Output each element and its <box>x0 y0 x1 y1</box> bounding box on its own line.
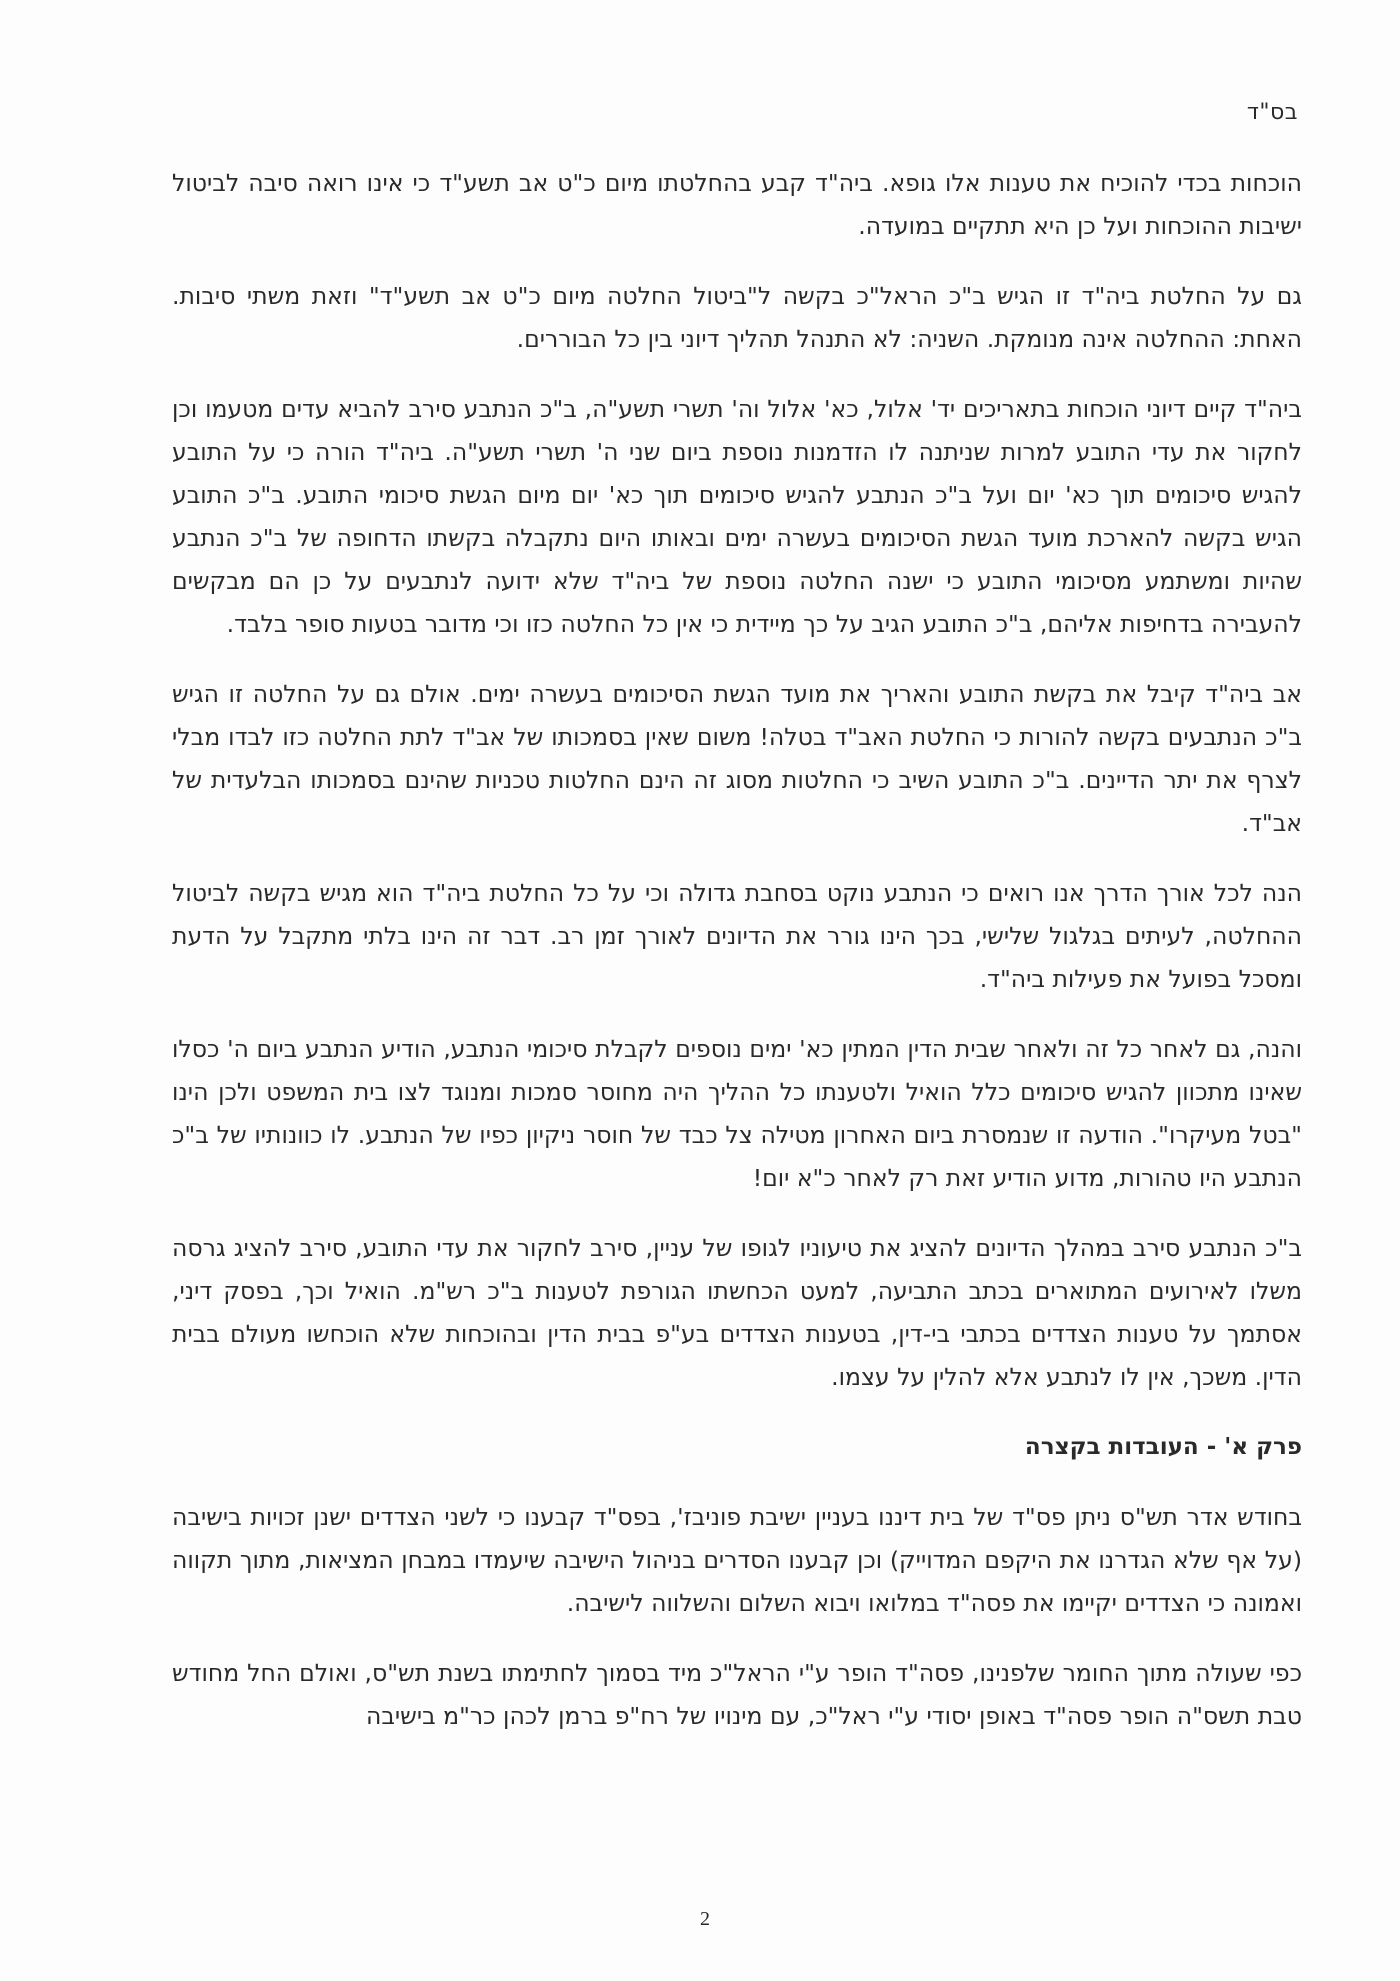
paragraph: גם על החלטת ביה"ד זו הגיש ב"כ הראל"כ בקשה ל"ביטול החלטה מיום כ"ט אב תשע"ד" וזאת משתי סיבות. האחת: ההחלטה אינה מנומקת. השניה: לא התנהל תהליך דיוני בין כל הבוררים. <box>172 282 1302 353</box>
paragraph: ב"כ הנתבע סירב במהלך הדיונים להציג את טיעוניו לגופו של עניין, סירב לחקור את עדי התובע, סירב להציג גרסה משלו לאירועים המתוארים בכתב התביעה, למעט הכחשתו הגורפת לטענות ב"כ רש"מ. הואיל וכך, בפסק דיני, אסתמך על טענות הצדדים בכתבי בי-דין, בטענות הצדדים בע"פ בבית הדין ובהוכחות שלא הוכחשו מעולם בבית הדין. משכך, אין לו לנתבע אלא להלין על עצמו. <box>172 1234 1302 1391</box>
paragraph: בחודש אדר תש"ס ניתן פס"ד של בית דיננו בעניין ישיבת פוניבז', בפס"ד קבענו כי לשני הצדדים ישנן זכויות בישיבה (על אף שלא הגדרנו את היקפם המדוייק) וכן קבענו הסדרים בניהול הישיבה שיעמדו במבחן המציאות, מתוך תקווה ואמונה כי הצדדים יקיימו את פסה"ד במלואו ויבוא השלום והשלווה לישיבה. <box>172 1503 1302 1617</box>
header-bsd: בס"ד <box>1246 100 1298 125</box>
paragraph: ביה"ד קיים דיוני הוכחות בתאריכים יד' אלול, כא' אלול וה' תשרי תשע"ה, ב"כ הנתבע סירב להביא עדים מטעמו וכן לחקור את עדי התובע למרות שניתנה לו הזדמנות נוספת ביום שני ה' תשרי תשע"ה. ביה"ד הורה כי על התובע להגיש סיכומים תוך כא' יום ועל ב"כ הנתבע להגיש סיכומים תוך כא' יום מיום הגשת סיכומי התובע. ב"כ התובע הגיש בקשה להארכת מועד הגשת הסיכומים בעשרה ימים ובאותו היום נתקבלה בקשתו הדחופה של ב"כ הנתבע שהיות ומשתמע מסיכומי התובע כי ישנה החלטה נוספת של ביה"ד שלא ידועה לנתבעים על כן הם מבקשים להעבירה בדחיפות אליהם, ב"כ התובע הגיב על כך מיידית כי אין כל החלטה כזו וכי מדובר בטעות סופר בלבד. <box>172 395 1302 638</box>
paragraph: הנה לכל אורך הדרך אנו רואים כי הנתבע נוקט בסחבת גדולה וכי על כל החלטת ביה"ד הוא מגיש בקשה לביטול ההחלטה, לעיתים בגלגול שלישי, בכך הינו גורר את הדיונים לאורך זמן רב. דבר זה הינו בלתי מתקבל על הדעת ומסכל בפועל את פעילות ביה"ד. <box>172 879 1302 993</box>
page-number: 2 <box>700 1908 710 1930</box>
document-body <box>172 162 1302 1765</box>
paragraph: אב ביה"ד קיבל את בקשת התובע והאריך את מועד הגשת הסיכומים בעשרה ימים. אולם גם על החלטה זו הגיש ב"כ הנתבעים בקשה להורות כי החלטת האב"ד בטלה! משום שאין בסמכותו של אב"ד לתת החלטה כזו לבדו מבלי לצרף את יתר הדיינים. ב"כ התובע השיב כי החלטות מסוג זה הינם החלטות טכניות שהינם בסמכותו הבלעדית של אב"ד. <box>172 680 1302 837</box>
paragraph: כפי שעולה מתוך החומר שלפנינו, פסה"ד הופר ע"י הראל"כ מיד בסמוך לחתימתו בשנת תש"ס, ואולם החל מחודש טבת תשס"ה הופר פסה"ד באופן יסודי ע"י ראל"כ, עם מינויו של רח"פ ברמן לכהן כר"מ בישיבה <box>172 1659 1302 1730</box>
paragraph: והנה, גם לאחר כל זה ולאחר שבית הדין המתין כא' ימים נוספים לקבלת סיכומי הנתבע, הודיע הנתבע ביום ה' כסלו שאינו מתכוון להגיש סיכומים כלל הואיל ולטענתו כל ההליך היה מחוסר סמכות ומנוגד לצו בית המשפט ולכן הינו "בטל מעיקרו". הודעה זו שנמסרת ביום האחרון מטילה צל כבד של חוסר ניקיון כפיו של הנתבע. לו כוונותיו של ב"כ הנתבע היו טהורות, מדוע הודיע זאת רק לאחר כ"א יום! <box>172 1035 1302 1192</box>
paragraph: הוכחות בכדי להוכיח את טענות אלו גופא. ביה"ד קבע בהחלטתו מיום כ"ט אב תשע"ד כי אינו רואה סיבה לביטול ישיבות ההוכחות ועל כן היא תתקיים במועדה. <box>172 169 1302 240</box>
section-heading: פרק א' - העובדות בקצרה <box>1024 1434 1302 1460</box>
